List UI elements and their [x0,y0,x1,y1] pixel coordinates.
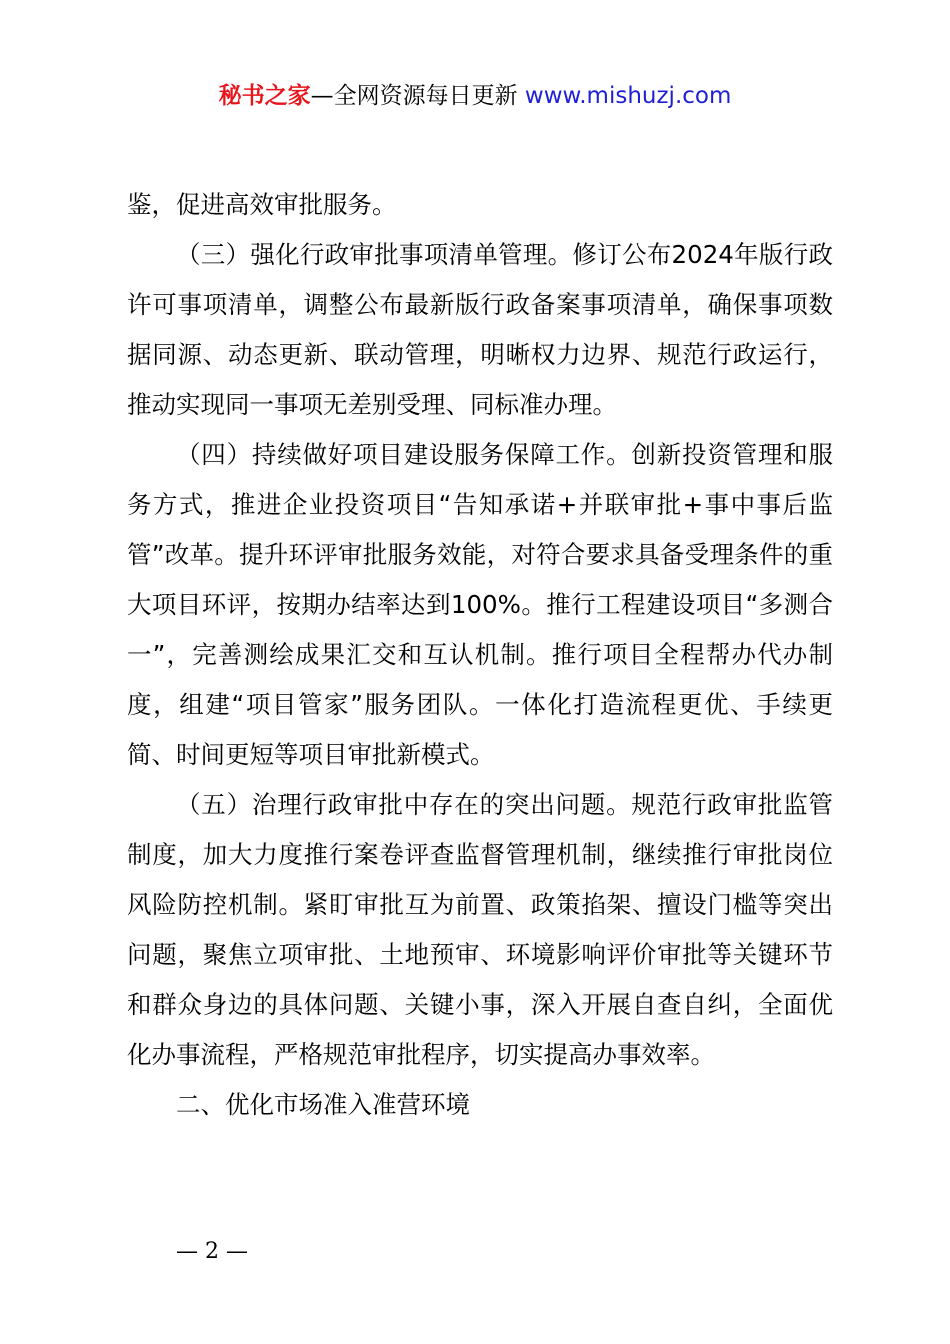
page-number: — 2 — [176,1239,248,1264]
site-url-link[interactable]: www.mishuzj.com [524,83,732,109]
paragraph-item-3: （三）强化行政审批事项清单管理。修订公布2024年版行政许可事项清单，调整公布最新版行政备案事项清单，确保事项数据同源、动态更新、联动管理，明晰权力边界、规范行政运行，推动实现同一事项无差别受理、同标准办理。 [127,240,833,419]
paragraph-item-4: （四）持续做好项目建设服务保障工作。创新投资管理和服务方式，推进企业投资项目“告知承诺+并联审批+事中事后监管”改革。提升环评审批服务效能，对符合要求具备受理条件的重大项目环评，按期办结率达到100%。推行工程建设项目“多测合一”，完善测绘成果汇交和互认机制。推行项目全程帮办代办制度，组建“项目管家”服务团队。一体化打造流程更优、手续更简、时间更短等项目审批新模式。 [127,440,833,769]
paragraph-item-5: （五）治理行政审批中存在的突出问题。规范行政审批监管制度，加大力度推行案卷评查监督管理机制，继续推行审批岗位风险防控机制。紧盯审批互为前置、政策掐架、擅设门槛等突出问题，聚焦立项审批、土地预审、环境影响评价审批等关键环节和群众身边的具体问题、关键小事，深入开展自查自纠，全面优化办事流程，严格规范审批程序，切实提高办事效率。 [127,790,833,1069]
site-header [0,78,950,114]
site-tagline: —全网资源每日更新 [310,83,525,109]
paragraph-continuation: 鉴，促进高效审批服务。 [127,190,397,219]
section-heading-2: 二、优化市场准入准营环境 [176,1090,470,1119]
site-brand: 秘书之家 [218,83,311,109]
document-body [127,180,833,1130]
